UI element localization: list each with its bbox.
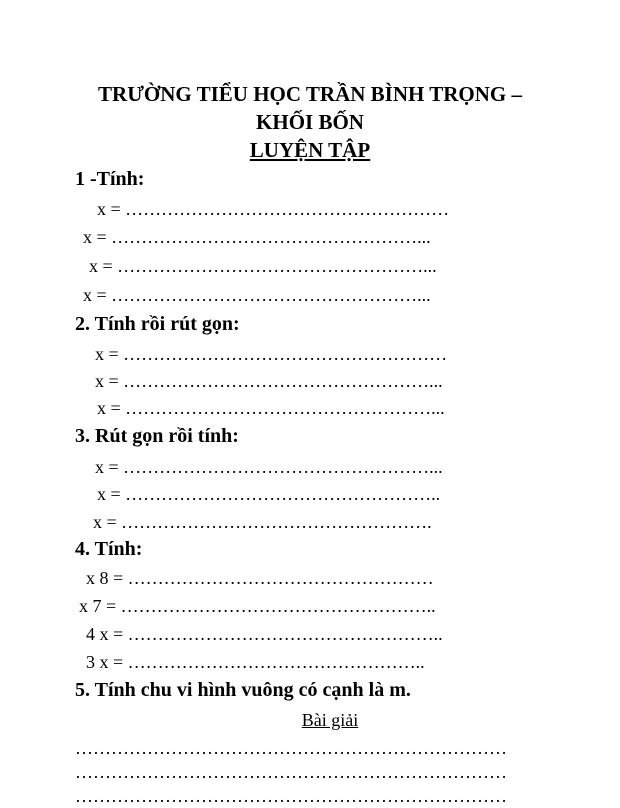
section-4-line-2: x 7 = …………………………………………….. — [79, 596, 436, 616]
section-1-line-3: x = ……………………………………………... — [89, 256, 437, 276]
worksheet-title: LUYỆN TẬP — [249, 138, 371, 162]
solution-line-1: ……………………………………………………………… — [75, 738, 507, 758]
section-3-line-2: x = …………………………………………….. — [97, 484, 441, 504]
section-3-line-3: x = ……………………………………………. — [93, 512, 432, 532]
section-1-line-2: x = ……………………………………………... — [83, 227, 431, 247]
section-4-heading: 4. Tính: — [75, 538, 143, 560]
section-1-line-1: x = ……………………………………………… — [97, 199, 450, 219]
school-name: TRƯỜNG TIỂU HỌC TRẦN BÌNH TRỌNG – — [98, 82, 522, 106]
solution-label: Bài giải — [301, 710, 359, 730]
solution-line-3: ……………………………………………………………… — [75, 786, 507, 806]
section-2-line-1: x = ……………………………………………… — [95, 344, 448, 364]
section-1-heading: 1 -Tính: — [75, 168, 145, 190]
section-4-line-1: x 8 = …………………………………………… — [86, 568, 434, 588]
section-3-line-1: x = ……………………………………………... — [95, 457, 443, 477]
section-3-heading: 3. Rút gọn rồi tính: — [75, 425, 239, 447]
section-4-line-3: 4 x = …………………………………………….. — [86, 624, 443, 644]
grade-label: KHỐI BỐN — [256, 110, 364, 134]
section-5-heading: 5. Tính chu vi hình vuông có cạnh là m. — [75, 679, 411, 701]
section-2-line-2: x = ……………………………………………... — [95, 371, 443, 391]
solution-line-2: ……………………………………………………………… — [75, 762, 507, 782]
section-2-heading: 2. Tính rồi rút gọn: — [75, 313, 240, 335]
section-4-line-4: 3 x = ………………………………………….. — [86, 652, 425, 672]
section-2-line-3: x = ……………………………………………... — [97, 398, 445, 418]
section-1-line-4: x = ……………………………………………... — [83, 285, 431, 305]
